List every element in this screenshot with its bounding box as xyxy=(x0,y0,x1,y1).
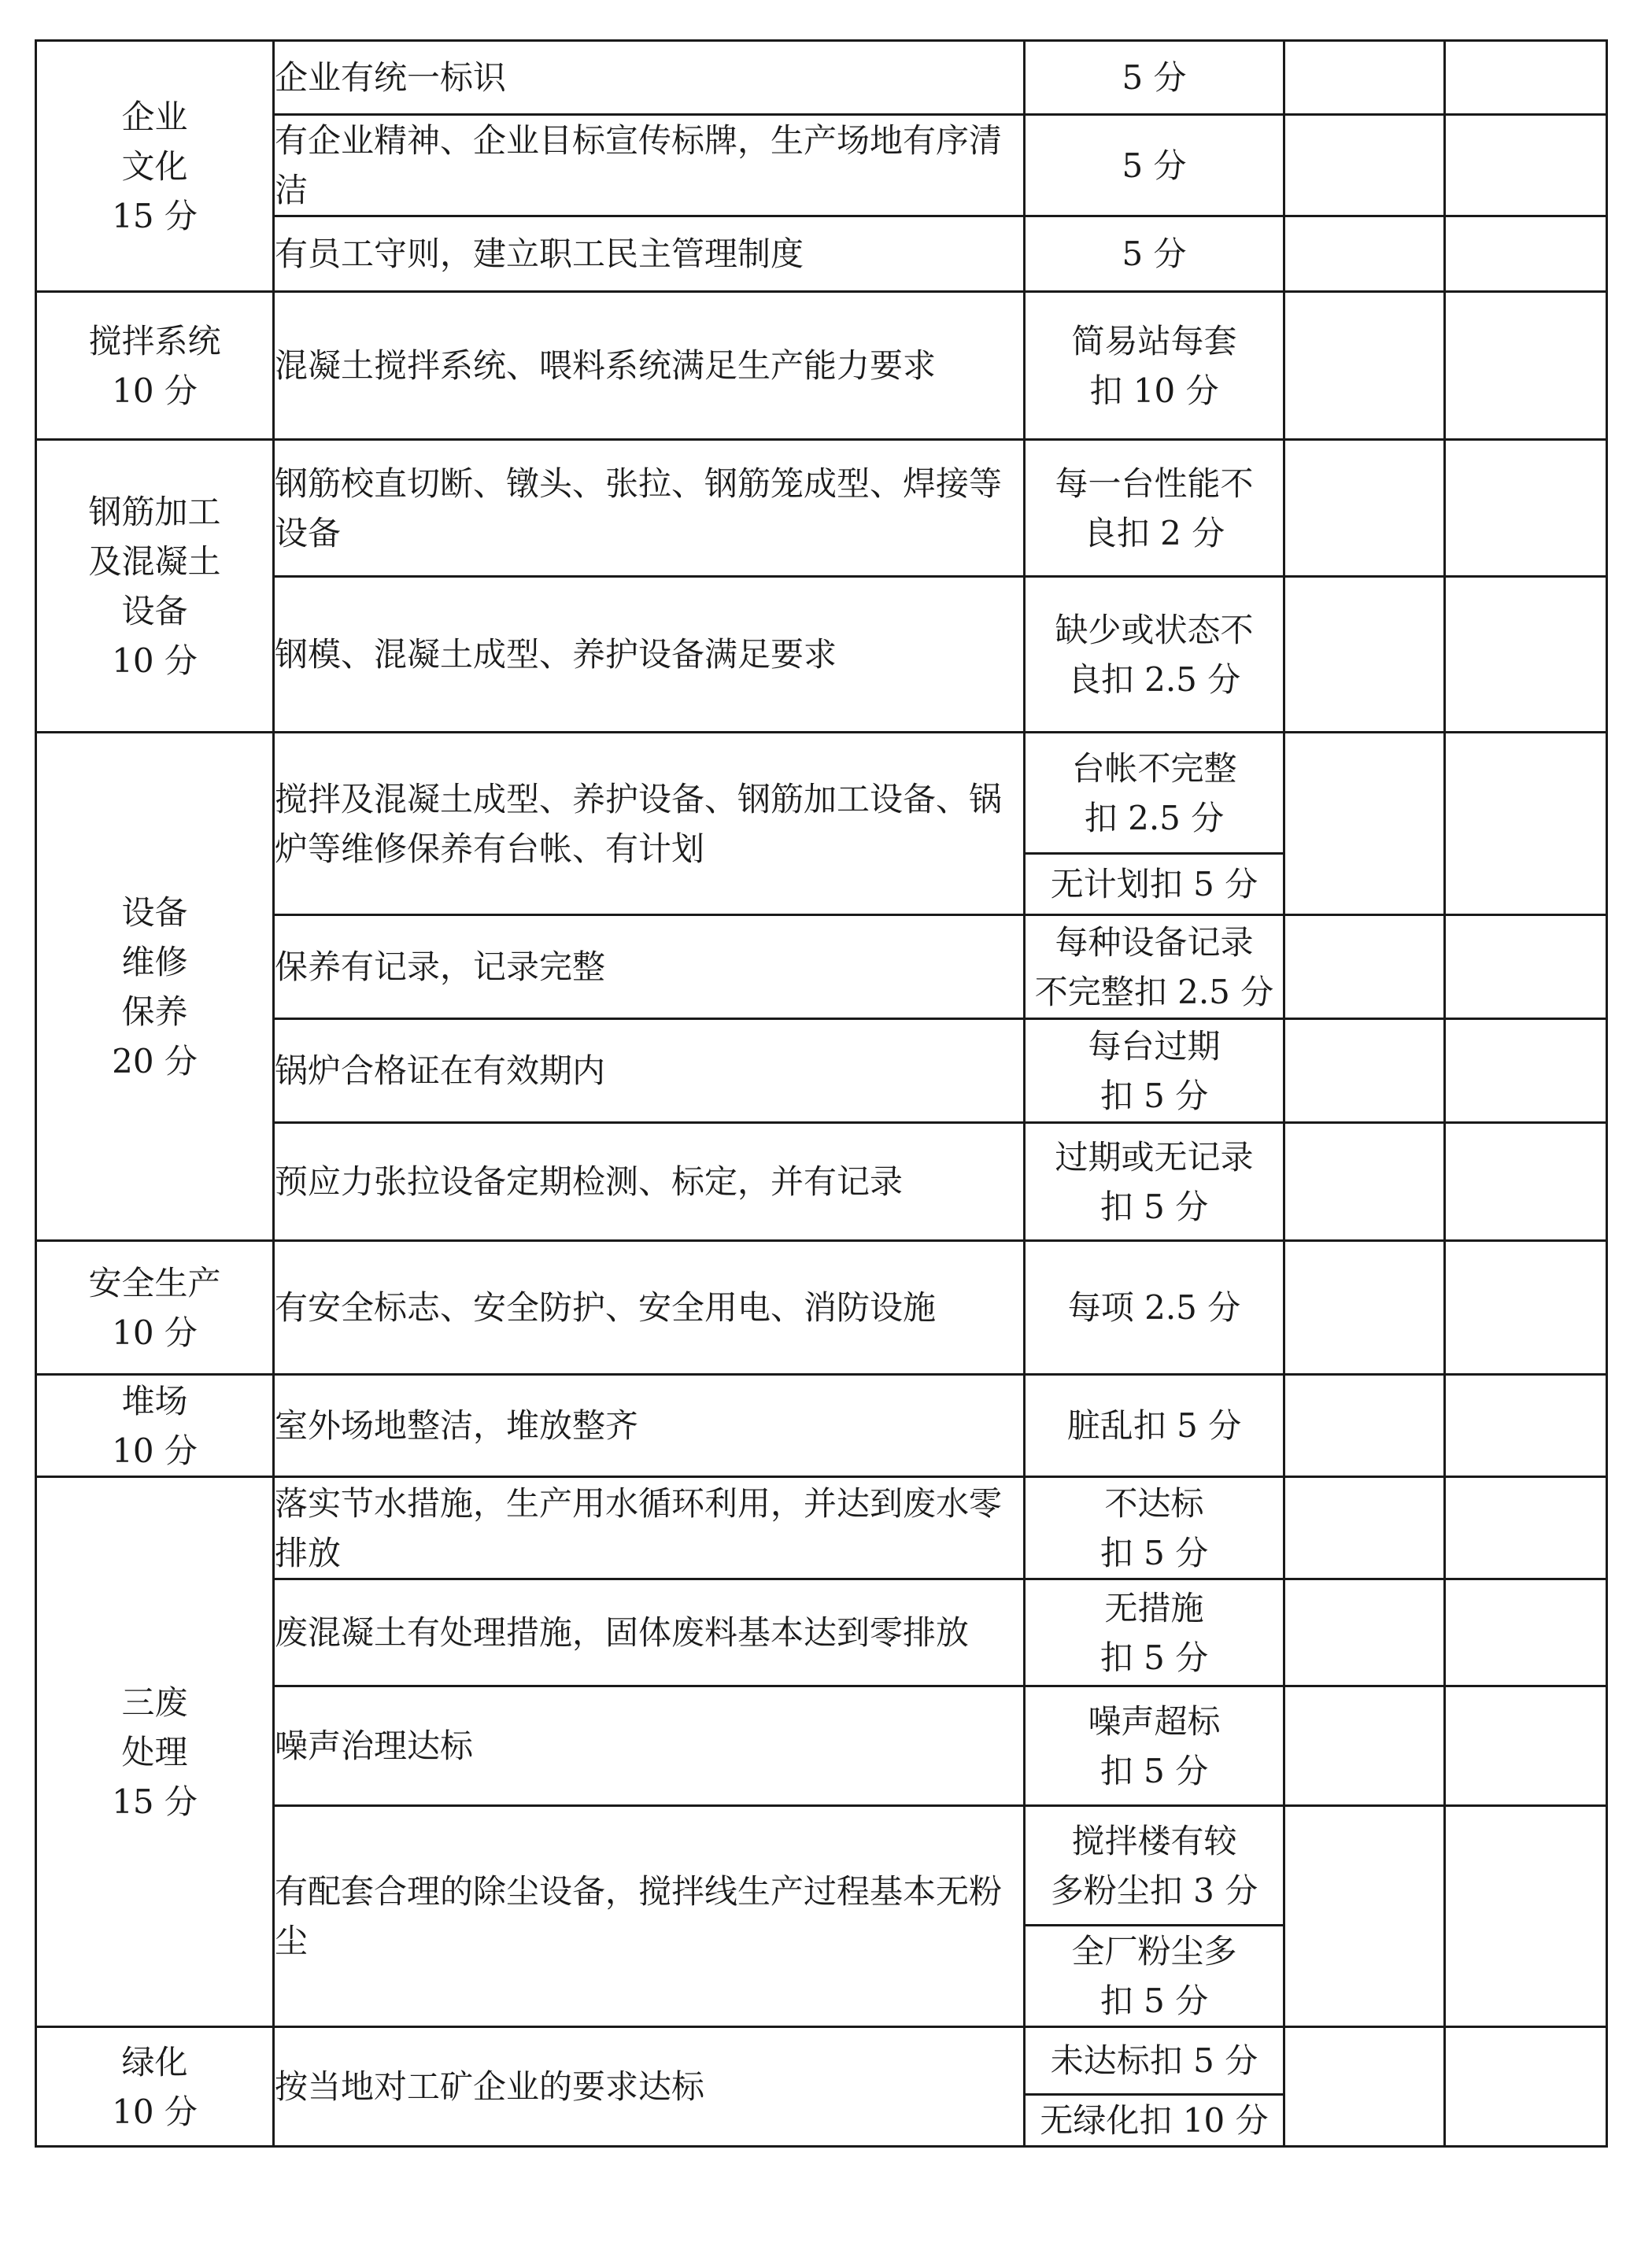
review-score-cell xyxy=(1445,1019,1607,1123)
deduction-cell: 无措施 扣 5 分 xyxy=(1025,1579,1284,1686)
review-score-cell xyxy=(1445,733,1607,915)
table-row xyxy=(36,292,1607,440)
review-score-cell xyxy=(1445,440,1607,577)
deduction-cell: 未达标扣 5 分 xyxy=(1025,2027,1284,2095)
category-cell xyxy=(36,41,274,292)
criteria-cell: 搅拌及混凝土成型、养护设备、钢筋加工设备、锅炉等维修保养有台帐、有计划 xyxy=(274,733,1025,915)
self-score-cell xyxy=(1284,733,1445,915)
category-label: 钢筋加工 xyxy=(88,492,221,531)
category-cell xyxy=(36,1375,274,1477)
category-label: 维修 xyxy=(121,942,188,981)
category-label: 搅拌系统 xyxy=(88,321,221,360)
category-label: 处理 xyxy=(121,1732,188,1771)
review-score-cell xyxy=(1445,216,1607,292)
criteria-cell: 按当地对工矿企业的要求达标 xyxy=(274,2027,1025,2147)
criteria-cell: 保养有记录，记录完整 xyxy=(274,915,1025,1019)
review-score-cell xyxy=(1445,2027,1607,2147)
criteria-cell: 废混凝土有处理措施，固体废料基本达到零排放 xyxy=(274,1579,1025,1686)
table-row xyxy=(36,1477,1607,1579)
criteria-cell: 钢筋校直切断、镦头、张拉、钢筋笼成型、焊接等设备 xyxy=(274,440,1025,577)
deduction-cell: 5 分 xyxy=(1025,115,1284,216)
category-cell xyxy=(36,292,274,440)
review-score-cell xyxy=(1445,915,1607,1019)
self-score-cell xyxy=(1284,1477,1445,1579)
self-score-cell xyxy=(1284,1579,1445,1686)
criteria-cell: 钢模、混凝土成型、养护设备满足要求 xyxy=(274,577,1025,733)
criteria-cell: 混凝土搅拌系统、喂料系统满足生产能力要求 xyxy=(274,292,1025,440)
category-cell xyxy=(36,2027,274,2147)
deduction-cell: 缺少或状态不 良扣 2.5 分 xyxy=(1025,577,1284,733)
category-label: 设备 xyxy=(121,591,188,630)
criteria-cell: 有安全标志、安全防护、安全用电、消防设施 xyxy=(274,1241,1025,1375)
self-score-cell xyxy=(1284,577,1445,733)
category-label: 10 分 xyxy=(112,371,198,410)
review-score-cell xyxy=(1445,1579,1607,1686)
deduction-cell: 5 分 xyxy=(1025,216,1284,292)
deduction-cell: 每项 2.5 分 xyxy=(1025,1241,1284,1375)
self-score-cell xyxy=(1284,292,1445,440)
deduction-cell: 无计划扣 5 分 xyxy=(1025,854,1284,915)
criteria-cell: 预应力张拉设备定期检测、标定，并有记录 xyxy=(274,1123,1025,1241)
table-row xyxy=(36,1241,1607,1375)
table-row xyxy=(36,2027,1607,2095)
deduction-cell: 台帐不完整 扣 2.5 分 xyxy=(1025,733,1284,854)
self-score-cell xyxy=(1284,1123,1445,1241)
deduction-cell: 不达标 扣 5 分 xyxy=(1025,1477,1284,1579)
category-label: 保养 xyxy=(121,992,188,1031)
self-score-cell xyxy=(1284,440,1445,577)
category-label: 安全生产 xyxy=(88,1263,221,1302)
deduction-cell: 简易站每套 扣 10 分 xyxy=(1025,292,1284,440)
category-label: 三废 xyxy=(121,1682,188,1722)
deduction-cell: 每种设备记录 不完整扣 2.5 分 xyxy=(1025,915,1284,1019)
review-score-cell xyxy=(1445,1806,1607,2027)
category-label: 堆场 xyxy=(121,1381,188,1420)
category-label: 设备 xyxy=(121,892,188,932)
category-label: 20 分 xyxy=(112,1041,198,1080)
criteria-cell: 有配套合理的除尘设备，搅拌线生产过程基本无粉尘 xyxy=(274,1806,1025,2027)
deduction-cell: 噪声超标 扣 5 分 xyxy=(1025,1686,1284,1806)
table-row xyxy=(36,1375,1607,1477)
deduction-cell: 每一台性能不 良扣 2 分 xyxy=(1025,440,1284,577)
table-row xyxy=(36,440,1607,577)
self-score-cell xyxy=(1284,2027,1445,2147)
category-label: 10 分 xyxy=(112,2092,198,2131)
criteria-cell: 室外场地整洁，堆放整齐 xyxy=(274,1375,1025,1477)
review-score-cell xyxy=(1445,1686,1607,1806)
self-score-cell xyxy=(1284,1375,1445,1477)
criteria-cell: 锅炉合格证在有效期内 xyxy=(274,1019,1025,1123)
category-cell xyxy=(36,440,274,733)
self-score-cell xyxy=(1284,915,1445,1019)
category-label: 10 分 xyxy=(112,641,198,680)
criteria-cell: 噪声治理达标 xyxy=(274,1686,1025,1806)
category-label: 绿化 xyxy=(121,2042,188,2081)
self-score-cell xyxy=(1284,1686,1445,1806)
review-score-cell xyxy=(1445,1375,1607,1477)
category-label: 15 分 xyxy=(112,1782,198,1821)
review-score-cell xyxy=(1445,577,1607,733)
review-score-cell xyxy=(1445,41,1607,115)
table-row xyxy=(36,733,1607,854)
deduction-cell: 全厂粉尘多 扣 5 分 xyxy=(1025,1926,1284,2027)
category-label: 10 分 xyxy=(112,1313,198,1352)
deduction-cell: 5 分 xyxy=(1025,41,1284,115)
self-score-cell xyxy=(1284,41,1445,115)
category-label: 10 分 xyxy=(112,1431,198,1470)
category-cell xyxy=(36,1477,274,2027)
criteria-cell: 有员工守则，建立职工民主管理制度 xyxy=(274,216,1025,292)
deduction-cell: 过期或无记录 扣 5 分 xyxy=(1025,1123,1284,1241)
criteria-cell: 有企业精神、企业目标宣传标牌，生产场地有序清洁 xyxy=(274,115,1025,216)
review-score-cell xyxy=(1445,1241,1607,1375)
table-row xyxy=(36,41,1607,115)
criteria-cell: 落实节水措施，生产用水循环利用，并达到废水零排放 xyxy=(274,1477,1025,1579)
self-score-cell xyxy=(1284,1019,1445,1123)
self-score-cell xyxy=(1284,216,1445,292)
deduction-cell: 脏乱扣 5 分 xyxy=(1025,1375,1284,1477)
deduction-cell: 每台过期 扣 5 分 xyxy=(1025,1019,1284,1123)
review-score-cell xyxy=(1445,292,1607,440)
category-label: 及混凝土 xyxy=(88,541,221,581)
self-score-cell xyxy=(1284,115,1445,216)
table-body xyxy=(36,41,1607,2147)
category-label: 文化 xyxy=(121,146,188,186)
category-cell xyxy=(36,733,274,1241)
category-label: 企业 xyxy=(121,97,188,136)
category-cell xyxy=(36,1241,274,1375)
evaluation-table xyxy=(35,39,1608,2148)
review-score-cell xyxy=(1445,1123,1607,1241)
deduction-cell: 搅拌楼有较 多粉尘扣 3 分 xyxy=(1025,1806,1284,1926)
self-score-cell xyxy=(1284,1806,1445,2027)
criteria-cell: 企业有统一标识 xyxy=(274,41,1025,115)
category-label: 15 分 xyxy=(112,196,198,235)
review-score-cell xyxy=(1445,115,1607,216)
self-score-cell xyxy=(1284,1241,1445,1375)
deduction-cell: 无绿化扣 10 分 xyxy=(1025,2095,1284,2147)
review-score-cell xyxy=(1445,1477,1607,1579)
